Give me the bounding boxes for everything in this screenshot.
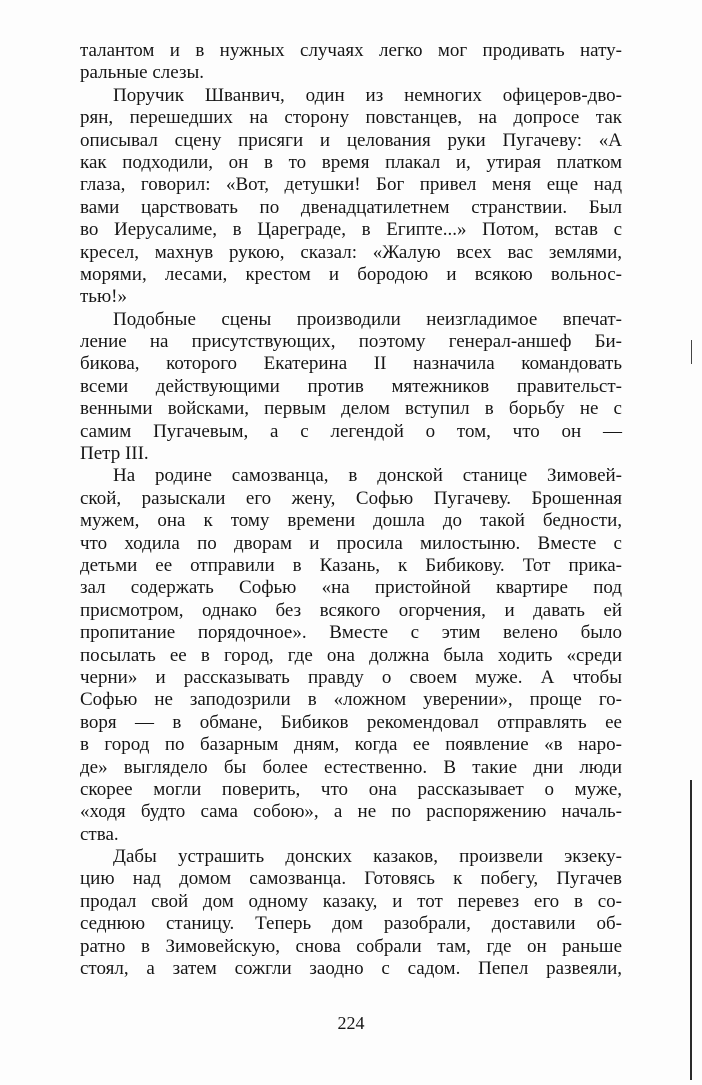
text-line: морями, лесами, крестом и бородою и всякою вольнос- xyxy=(80,263,622,285)
text-line: Подобные сцены производили неизгладимое впечат- xyxy=(113,308,622,330)
text-line: цию над домом самозванца. Готовясь к побегу, Пугачев xyxy=(80,868,622,890)
text-line: глаза, говорил: «Вот, детушки! Бог привел меня еще над xyxy=(80,174,622,196)
text-line: что ходила по дворам и просила милостыню. Вместе с xyxy=(80,532,622,554)
text-line: седнюю станицу. Теперь дом разобрали, доставили об- xyxy=(80,913,622,935)
text-line: самим Пугачевым, а с легендой о том, что он — xyxy=(80,420,622,442)
text-line: скорее могли поверить, что она рассказывает о муже, xyxy=(80,778,622,800)
text-line: талантом и в нужных случаях легко мог продивать нату- xyxy=(80,40,622,61)
text-line: На родине самозванца, в донской станице Зимовей- xyxy=(113,465,622,487)
text-line: Петр III. xyxy=(80,443,149,465)
page-edge-mark xyxy=(691,340,692,364)
text-line: вами царствовать по двенадцатилетнем странствии. Был xyxy=(80,196,622,218)
text-line: ства. xyxy=(80,823,119,845)
text-line: мужем, она к тому времени дошла до такой бедности, xyxy=(80,510,622,532)
text-line: пропитание порядочное». Вместе с этим велено было xyxy=(80,622,622,644)
text-line: Дабы устрашить донских казаков, произвели экзеку- xyxy=(113,846,622,868)
text-line: описывал сцену присяги и целования руки Пугачеву: «А xyxy=(80,129,622,151)
text-line: венными войсками, первым делом вступил в борьбу не с xyxy=(80,398,622,420)
text-line: тью!» xyxy=(80,286,127,308)
text-line: бикова, которого Екатерина II назначила командовать xyxy=(80,353,622,375)
text-line: Софью не заподозрили в «ложном уверении», проще го- xyxy=(80,689,622,711)
text-line: как подходили, он в то время плакал и, утирая платком xyxy=(80,151,622,173)
text-line: детьми ее отправили в Казань, к Бибикову. Тот прика- xyxy=(80,554,622,576)
text-line: де» выглядело бы более естественно. В такие дни люди xyxy=(80,756,622,778)
text-line: воря — в обмане, Бибиков рекомендовал отправлять ее xyxy=(80,711,622,733)
text-line: ление на присутствующих, поэтому генерал-аншеф Би- xyxy=(80,331,622,353)
text-line: черни» и рассказывать правду о своем муже. А чтобы xyxy=(80,666,622,688)
text-line: рян, перешедших на сторону повстанцев, на допросе так xyxy=(80,107,622,129)
body-text xyxy=(80,40,622,980)
text-line: ральные слезы. xyxy=(80,62,204,84)
page-edge-shadow xyxy=(690,780,692,1080)
text-line: во Иерусалиме, в Цареграде, в Египте...» Потом, встав с xyxy=(80,219,622,241)
text-line: Поручик Шванвич, один из немногих офицеров-дво- xyxy=(113,84,622,106)
text-line: ской, разыскали его жену, Софью Пугачеву. Брошенная xyxy=(80,487,622,509)
text-line: стоял, а затем сожгли заодно с садом. Пепел развеяли, xyxy=(80,958,622,980)
text-line: «ходя будто сама собою», а не по распоряжению началь- xyxy=(80,801,622,823)
text-line: в город по базарным дням, когда ее появление «в наро- xyxy=(80,734,622,756)
text-line: ратно в Зимовейскую, снова собрали там, где он раньше xyxy=(80,935,622,957)
text-line: продал свой дом одному казаку, и тот перевез его в со- xyxy=(80,890,622,912)
text-line: посылать ее в город, где она должна была ходить «среди xyxy=(80,644,622,666)
page-number: 224 xyxy=(337,1013,365,1033)
text-line: присмотром, однако без всякого огорчения, и давать ей xyxy=(80,599,622,621)
text-line: кресел, махнув рукою, сказал: «Жалую всех вас землями, xyxy=(80,241,622,263)
text-line: всеми действующими против мятежников правительст- xyxy=(80,375,622,397)
text-line: зал содержать Софью «на пристойной квартире под xyxy=(80,577,622,599)
